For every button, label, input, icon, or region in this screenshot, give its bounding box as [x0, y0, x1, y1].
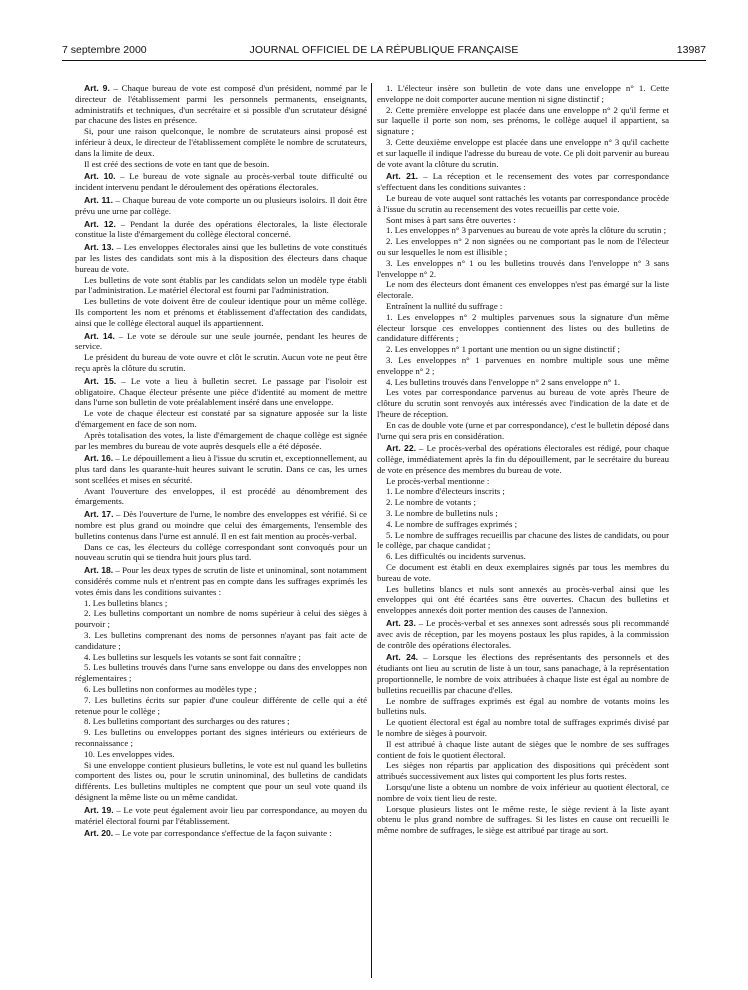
article-label: Art. 15. [84, 375, 117, 386]
article-label: Art. 23. [386, 618, 416, 629]
paragraph [377, 236, 669, 258]
article-paragraph [75, 171, 367, 193]
paragraph [377, 377, 669, 388]
paragraph [75, 684, 367, 695]
article-paragraph [75, 565, 367, 597]
article-label: Art. 18. [84, 565, 114, 576]
article-paragraph [75, 376, 367, 408]
article-label: Art. 20. [84, 828, 114, 839]
paragraph-text: – Les enveloppes électorales ainsi que les bulletins de vote constitués par les listes des candidats sont mis à la disposition des électeurs dans chaque bureau de vote. [75, 242, 367, 274]
paragraph-text: Avant l'ouverture des enveloppes, il est procédé au dénombrement des émargements. [75, 485, 367, 507]
paragraph-text: 1. Les bulletins blancs ; [84, 597, 168, 608]
paragraph-text: – Lorsque les élections des représentants des personnels et des étudiants ont lieu au scrutin de liste à un tour, sans panachage, à la représentation proportionnelle, le nombre de voix attribuées à chaque liste est égal au nombre de bulletins recueillis par chacune d'elles. [377, 652, 670, 695]
paragraph-text: – Le bureau de vote signale au procès-verbal toute difficulté ou incident intervenu pendant le déroulement des opérations électorales. [75, 171, 367, 193]
paragraph-text: 3. Les enveloppes n° 1 parvenues en nombre multiple sous une même enveloppe n° 2 ; [377, 354, 669, 376]
paragraph-text: Il est attribué à chaque liste autant de sièges que le nombre de ses suffrages contient de fois le quotient électoral. [377, 738, 669, 760]
paragraph [75, 352, 367, 374]
paragraph-text: 4. Le nombre de suffrages exprimés ; [386, 518, 518, 529]
paragraph [377, 584, 669, 616]
paragraph-text: Les bulletins de vote sont établis par les candidats selon un modèle type établi par l'administration. Le matériel électoral est fourni par l'administration. [75, 274, 367, 296]
paragraph-text: 5. Le nombre de suffrages recueillis par chacune des listes de candidats, ou pour le collège, par chaque candidat ; [377, 529, 669, 551]
paragraph-text: 3. Le nombre de bulletins nuls ; [386, 508, 498, 519]
paragraph [377, 301, 669, 312]
paragraph-text: 4. Les bulletins sur lesquels les votants se sont fait connaître ; [84, 651, 301, 662]
paragraph [377, 760, 669, 782]
paragraph [75, 662, 367, 684]
paragraph-text: 4. Les bulletins trouvés dans l'enveloppe n° 2 sans enveloppe n° 1. [386, 376, 621, 387]
paragraph [75, 630, 367, 652]
paragraph [377, 508, 669, 519]
article-paragraph [75, 83, 367, 126]
paragraph-text: – Pendant la durée des opérations électorales, la liste électorale constitue la liste d'émargement du collège électoral concerné. [75, 218, 367, 240]
paragraph-text: – Pour les deux types de scrutin de liste et uninominal, sont notamment considérés comme nuls et n'entrent pas en compte dans les suffrages exprimés les votes émis dans les conditions suivantes : [75, 565, 367, 597]
paragraph-text: Le quotient électoral est égal au nombre total de suffrages exprimés divisé par le nombre de sièges à pourvoir. [377, 717, 669, 739]
paragraph-text: – Le vote se déroule sur une seule journée, pendant les heures de service. [75, 330, 367, 352]
page-header [62, 43, 706, 57]
paragraph-text: 3. Cette deuxième enveloppe est placée dans une enveloppe n° 3 qu'il cachette et sur laquelle il indique l'adresse du bureau de vote. Ce pli doit parvenir au bureau de vote avant la clôture du scrutin. [377, 136, 669, 169]
paragraph [377, 696, 669, 718]
paragraph-text: 5. Les bulletins trouvés dans l'urne sans enveloppe ou dans des enveloppes non réglementaires ; [75, 662, 367, 684]
paragraph [377, 497, 669, 508]
article-label: Art. 19. [84, 804, 114, 815]
paragraph-text: 3. Les enveloppes n° 1 ou les bulletins trouvés dans l'enveloppe n° 3 sans l'enveloppe n° 2. [377, 257, 669, 279]
paragraph [377, 279, 669, 301]
article-paragraph [377, 443, 669, 475]
article-paragraph [75, 805, 367, 827]
paragraph [377, 717, 669, 739]
paragraph [75, 408, 367, 430]
paragraph-text: – Le procès-verbal et ses annexes sont adressés sous pli recommandé avec avis de réception, par les moyens postaux les plus rapides, à la commission de contrôle des opérations électorales. [377, 618, 669, 650]
paragraph [75, 652, 367, 663]
paragraph [75, 598, 367, 609]
paragraph [377, 225, 669, 236]
paragraph-text: Si, pour une raison quelconque, le nombre de scrutateurs ainsi proposé est inférieur à deux, le directeur de l'établissement complète le nombre de scrutateurs, dans la limite de deux. [75, 126, 367, 158]
paragraph [377, 387, 669, 419]
article-label: Art. 10. [84, 171, 116, 182]
paragraph-text: Lorsqu'une liste a obtenu un nombre de voix inférieur au quotient électoral, ce nombre de voix tient lieu de reste. [377, 782, 669, 803]
article-label: Art. 16. [84, 453, 114, 464]
article-paragraph [377, 652, 669, 695]
paragraph-text: – Chaque bureau de vote comporte un ou plusieurs isoloirs. Il doit être prévu une urne par collège. [75, 194, 367, 216]
article-paragraph [75, 242, 367, 274]
paragraph-text: 6. Les difficultés ou incidents survenus. [386, 551, 526, 562]
article-paragraph [75, 195, 367, 217]
article-label: Art. 11. [84, 194, 113, 205]
paragraph [377, 420, 669, 442]
column-divider [371, 83, 372, 978]
paragraph-text: Le bureau de vote auquel sont rattachés les votants par correspondance procède à l'issue du scrutin au recensement des votes recueillis par cette voie. [377, 192, 669, 214]
header-page-number: 13987 [676, 44, 706, 56]
paragraph-text: Après totalisation des votes, la liste d'émargement de chaque collège est signée par les membres du bureau de vote auprès desquels elle a été déposée. [75, 429, 367, 451]
paragraph [75, 695, 367, 717]
paragraph [75, 159, 367, 170]
paragraph-text: Il est créé des sections de vote en tant que de besoin. [84, 158, 270, 169]
article-paragraph [75, 509, 367, 541]
paragraph-text: 9. Les bulletins ou enveloppes portant des signes intérieurs ou extérieurs de reconnaissance ; [75, 727, 367, 749]
paragraph [377, 105, 669, 137]
paragraph-text: 1. Les enveloppes n° 3 parvenues au bureau de vote après la clôture du scrutin ; [386, 225, 667, 236]
paragraph-text: Ce document est établi en deux exemplaires signés par tous les membres du bureau de vote. [377, 562, 669, 583]
article-paragraph [75, 453, 367, 485]
paragraph-text: – Le dépouillement a lieu à l'issue du scrutin et, exceptionnellement, au plus tard dans les quarante-huit heures suivant le scrutin. Dans ce cas, les urnes sont scellées et mises en sécurité. [75, 453, 367, 485]
article-label: Art. 24. [386, 652, 419, 663]
paragraph-text: – Le vote par correspondance s'effectue de la façon suivante : [113, 828, 332, 839]
article-label: Art. 13. [84, 242, 114, 253]
paragraph [377, 782, 669, 804]
article-paragraph [377, 171, 669, 193]
paragraph-text: – Chaque bureau de vote est composé d'un président, nommé par le directeur de l'établissement parmi les personnels permanents, enseignants, administratifs et techniques, d'un secrétaire et si possible d'un scrutateur désigné par chacune des listes en présence. [75, 83, 367, 126]
paragraph [377, 312, 669, 344]
paragraph [377, 562, 669, 584]
article-label: Art. 17. [84, 509, 114, 520]
paragraph [75, 296, 367, 328]
paragraph-text: – Le procès-verbal des opérations électorales est rédigé, pour chaque collège, immédiatement après la fin du dépouillement, par le secrétaire du bureau de vote en présence des membres du bureau de vote. [377, 443, 670, 475]
paragraph-text: 6. Les bulletins non conformes au modèles type ; [84, 684, 257, 695]
paragraph-text: – Le vote peut également avoir lieu par correspondance, au moyen du matériel électoral fourni par l'établissement. [75, 804, 367, 826]
paragraph-text: 1. Les enveloppes n° 2 multiples parvenues sous la signature d'un même électeur lorsque ces enveloppes contiennent des listes ou des bulletins de candidature différents ; [377, 311, 669, 344]
paragraph [377, 83, 669, 105]
paragraph [377, 476, 669, 487]
paragraph-text: – Le vote a lieu à bulletin secret. Le passage par l'isoloir est obligatoire. Chaque électeur présente une pièce d'identité au moment de mettre dans l'urne son bulletin de vote préalablement inséré dans une enveloppe. [75, 375, 367, 408]
paragraph-text: 1. Le nombre d'électeurs inscrits ; [386, 486, 505, 497]
header-date: 7 septembre 2000 [62, 44, 147, 56]
paragraph [75, 749, 367, 760]
paragraph-text: Le vote de chaque électeur est constaté par sa signature apposée sur la liste d'émargement en face de son nom. [75, 408, 367, 429]
paragraph-text: 10. Les enveloppes vides. [84, 748, 175, 759]
paragraph [377, 739, 669, 761]
paragraph [75, 542, 367, 564]
article-paragraph [75, 828, 367, 839]
paragraph [75, 760, 367, 803]
article-label: Art. 12. [84, 218, 116, 229]
paragraph-text: 2. Cette première enveloppe est placée dans une enveloppe n° 2 qu'il ferme et sur laquelle il porte son nom, ses prénoms, le collège auquel il appartient, sa signature ; [377, 104, 669, 137]
paragraph-text: Entraînent la nullité du suffrage : [386, 300, 503, 311]
paragraph [377, 193, 669, 215]
paragraph-text: Sont mises à part sans être ouvertes : [386, 214, 516, 225]
article-paragraph [75, 331, 367, 353]
paragraph-text: Si une enveloppe contient plusieurs bulletins, le vote est nul quand les bulletins comportent des listes ou, pour le scrutin uninominal, des bulletins de candidats différents. Les bulletins multiples ne comptent que pour un seul vote quand ils désignent la même liste ou un même candidat. [75, 759, 367, 802]
paragraph-text: Le président du bureau de vote ouvre et clôt le scrutin. Aucun vote ne peut être reçu après la clôture du scrutin. [75, 352, 367, 373]
paragraph-text: Le nombre de suffrages exprimés est égal au nombre de votants moins les bulletins nuls. [377, 695, 669, 717]
article-label: Art. 22. [386, 443, 416, 454]
paragraph-text: Lorsque plusieurs listes ont le même reste, le siège revient à la liste ayant obtenu le plus grand nombre de suffrages. Si les listes en cause ont recueilli le même nombre de suffrages, le siège est attribué par tirage au sort. [377, 803, 669, 836]
article-label: Art. 9. [84, 83, 110, 93]
paragraph [75, 608, 367, 630]
paragraph-text: 2. Le nombre de votants ; [386, 497, 476, 508]
article-label: Art. 21. [386, 171, 419, 182]
paragraph [75, 716, 367, 727]
paragraph-text: – Dès l'ouverture de l'urne, le nombre des enveloppes est vérifié. Si ce nombre est plus grand ou moindre que celui des émargements, l'ensemble des bulletins contenus dans l'urne est annulé. Il en est fait mention au procès-verbal. [75, 509, 367, 541]
header-title: JOURNAL OFFICIEL DE LA RÉPUBLIQUE FRANÇAISE [249, 44, 519, 56]
right-column [377, 83, 669, 836]
paragraph-text: 2. Les bulletins comportant un nombre de noms supérieur à celui des sièges à pourvoir ; [75, 608, 367, 630]
paragraph-text: Les votes par correspondance parvenus au bureau de vote après l'heure de clôture du scrutin sont renvoyés aux intéressés avec l'indication de la date et de l'heure de réception. [377, 387, 669, 419]
paragraph [377, 344, 669, 355]
paragraph [377, 551, 669, 562]
header-rule [62, 60, 706, 61]
paragraph-text: Le procès-verbal mentionne : [386, 475, 490, 486]
paragraph-text: 3. Les bulletins comprenant des noms de personnes n'ayant pas fait acte de candidature ; [75, 630, 367, 651]
paragraph [75, 126, 367, 158]
paragraph [377, 804, 669, 836]
paragraph-text: 2. Les enveloppes n° 1 portant une mention ou un signe distinctif ; [386, 344, 620, 355]
article-label: Art. 14. [84, 330, 115, 341]
paragraph-text: 1. L'électeur insère son bulletin de vote dans une enveloppe n° 1. Cette enveloppe ne doit comporter aucune mention ni signe distinctif ; [377, 83, 669, 104]
paragraph-text: En cas de double vote (urne et par correspondance), c'est le bulletin déposé dans l'urne qui sera pris en considération. [377, 419, 669, 441]
paragraph [377, 215, 669, 226]
paragraph [377, 355, 669, 377]
paragraph [75, 486, 367, 508]
paragraph [377, 137, 669, 169]
paragraph [75, 275, 367, 297]
paragraph [377, 486, 669, 497]
paragraph [75, 727, 367, 749]
paragraph-text: – La réception et le recensement des votes par correspondance s'effectuent dans les conditions suivantes : [377, 171, 669, 193]
paragraph [377, 258, 669, 280]
left-column [75, 83, 367, 839]
paragraph-text: 2. Les enveloppes n° 2 non signées ou ne comportant pas le nom de l'électeur ou sur lesquelles le nom est illisible ; [377, 236, 669, 257]
paragraph [75, 430, 367, 452]
paragraph [377, 530, 669, 552]
paragraph [377, 519, 669, 530]
paragraph-text: Dans ce cas, les électeurs du collège correspondant sont convoqués pour un nouveau scrutin qui se tiendra huit jours plus tard. [75, 541, 367, 563]
paragraph-text: 8. Les bulletins comportant des surcharges ou des ratures ; [84, 716, 290, 727]
article-paragraph [377, 618, 669, 650]
article-paragraph [75, 219, 367, 241]
paragraph-text: Les bulletins de vote doivent être de couleur identique pour un même collège. Ils comportent les nom et prénoms et établissement d'affectation des candidats, ainsi que le collège électoral auquel ils appartiennent. [75, 296, 367, 328]
paragraph-text: 7. Les bulletins écrits sur papier d'une couleur différente de celle qui a été retenue pour le collège ; [75, 694, 367, 716]
paragraph-text: Le nom des électeurs dont émanent ces enveloppes n'est pas émargé sur la liste électorale. [377, 279, 669, 301]
paragraph-text: Les sièges non répartis par application des dispositions qui précèdent sont attribués successivement aux listes qui comportent les plus forts restes. [377, 760, 669, 782]
paragraph-text: Les bulletins blancs et nuls sont annexés au procès-verbal ainsi que les enveloppes qui ont été écartées sans être ouvertes. Chacun des bulletins et enveloppes annexés doit porter mention des causes de l'annexion. [377, 583, 669, 616]
